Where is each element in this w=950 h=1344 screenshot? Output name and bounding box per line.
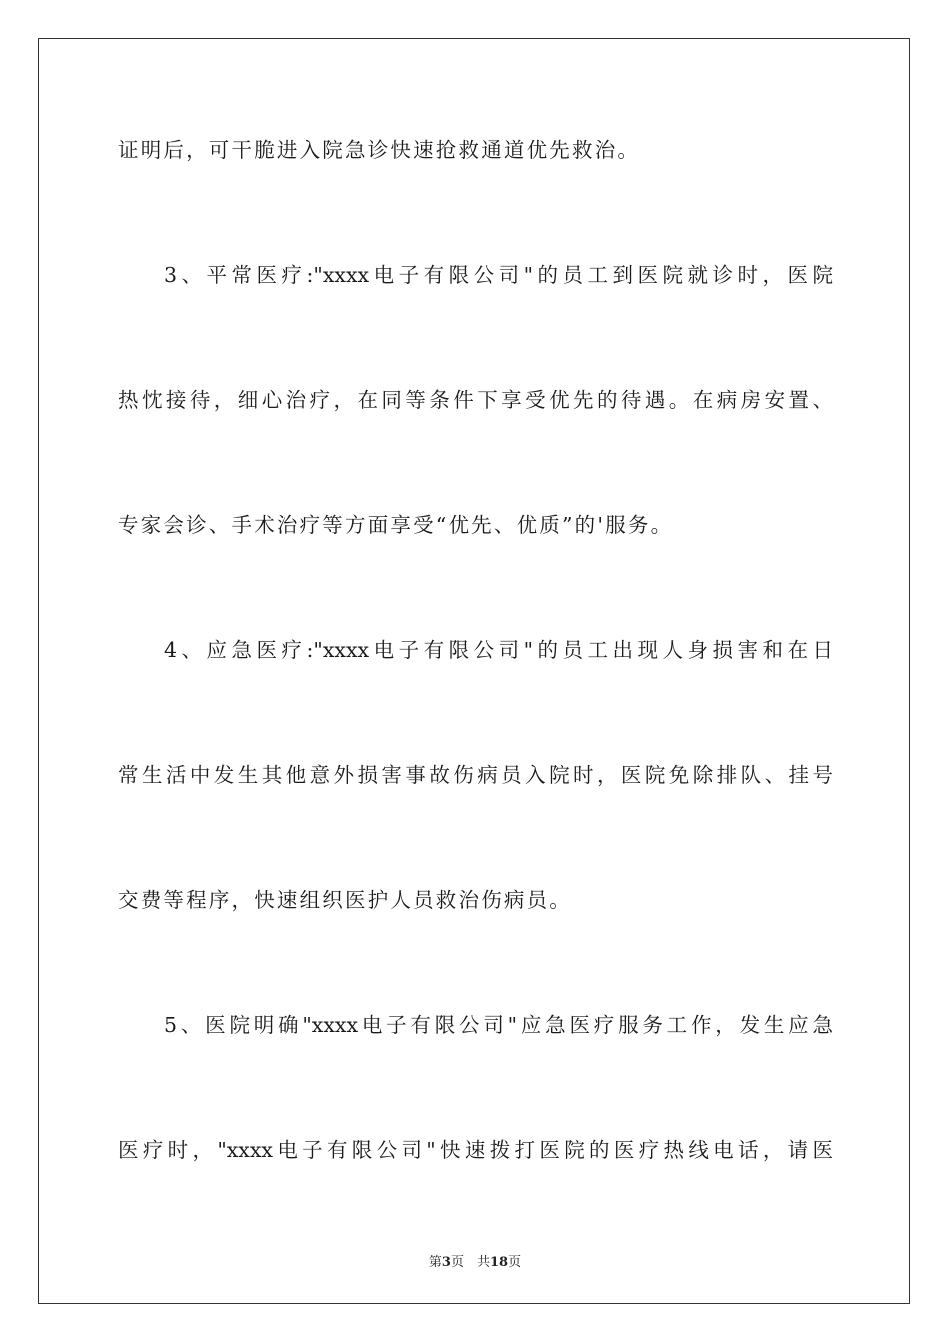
paragraph-line: 4、应急医疗:"xxxx电子有限公司"的员工出现人身损害和在日 — [164, 638, 833, 662]
page-border — [38, 38, 910, 1304]
paragraph-line: 交费等程序，快速组织医护人员救治伤病员。 — [118, 888, 572, 912]
paragraph-line: 热忱接待，细心治疗，在同等条件下享受优先的待遇。在病房安置、 — [118, 388, 833, 412]
paragraph-line: 3、平常医疗:"xxxx电子有限公司"的员工到医院就诊时，医院 — [164, 263, 833, 287]
footer-current-page: 3 — [441, 1255, 451, 1270]
paragraph-line: 5、医院明确"xxxx电子有限公司"应急医疗服务工作，发生应急 — [164, 1013, 833, 1037]
paragraph-line: 证明后，可干脆进入院急诊快速抢救通道优先救治。 — [118, 138, 641, 162]
footer-prefix: 第 — [428, 1255, 442, 1270]
page-number-footer — [0, 1251, 950, 1270]
paragraph-line: 专家会诊、手术治疗等方面享受“优先、优质”的'服务。 — [118, 513, 674, 537]
footer-total-pages: 18 — [489, 1255, 509, 1270]
paragraph-line: 医疗时，"xxxx电子有限公司"快速拨打医院的医疗热线电话，请医 — [118, 1138, 833, 1162]
paragraph-line: 常生活中发生其他意外损害事故伤病员入院时，医院免除排队、挂号 — [118, 763, 833, 787]
footer-middle: 页 共 — [450, 1255, 490, 1270]
footer-suffix: 页 — [508, 1255, 522, 1270]
